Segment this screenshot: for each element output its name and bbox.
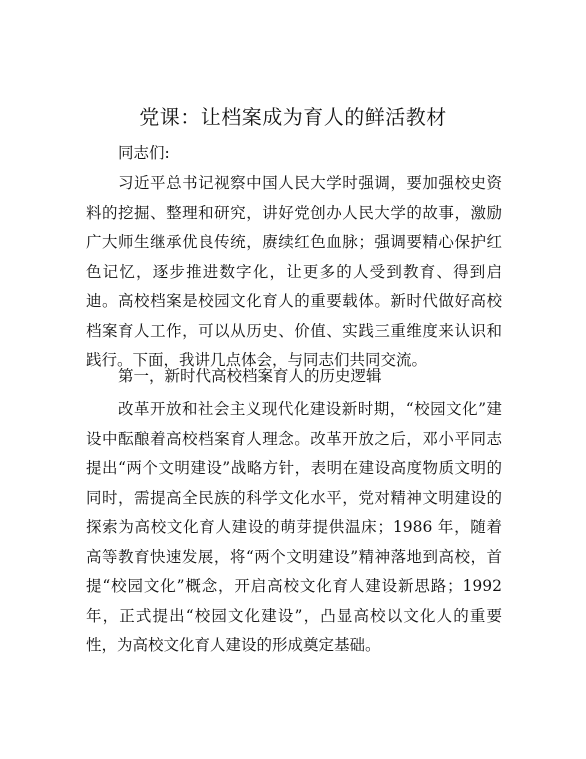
section-heading-1: 第一，新时代高校档案育人的历史逻辑 — [118, 367, 382, 385]
salutation: 同志们: — [118, 144, 170, 162]
document-title: 党课：让档案成为育人的鲜活教材 — [139, 105, 447, 129]
paragraph-intro: 习近平总书记视察中国人民大学时强调，要加强校史资料的挖掘、整理和研究，讲好党创办人民大学的故事，激励广大师生继承优良传统，赓续红色血脉；强调要精心保护红色记忆，逐步推进数字化，让更多的人受到教育、得到启迪。高校档案是校园文化育人的重要载体。新时代做好高校档案育人工作，可以从历史、价值、实践三重维度来认识和践行。下面，我讲几点体会，与同志们共同交流。 — [86, 174, 502, 369]
paragraph-history: 改革开放和社会主义现代化建设新时期，“校园文化”建设中酝酿着高校档案育人理念。改革开放之后，邓小平同志提出“两个文明建设”战略方针，表明在建设高度物质文明的同时，需提高全民族的科学文化水平，党对精神文明建设的探索为高校文化育人建设的萌芽提供温床；1986 年，随着高等教育快速发展，将“两个文明建设”精神落地到高校，首提“校园文化”概念，开启高校文化育人建设新思路；1992 年，正式提出“校园文化建设”，凸显高校以文化人的重要性，为高校文化育人建设的形成奠定基础。 — [86, 400, 502, 654]
